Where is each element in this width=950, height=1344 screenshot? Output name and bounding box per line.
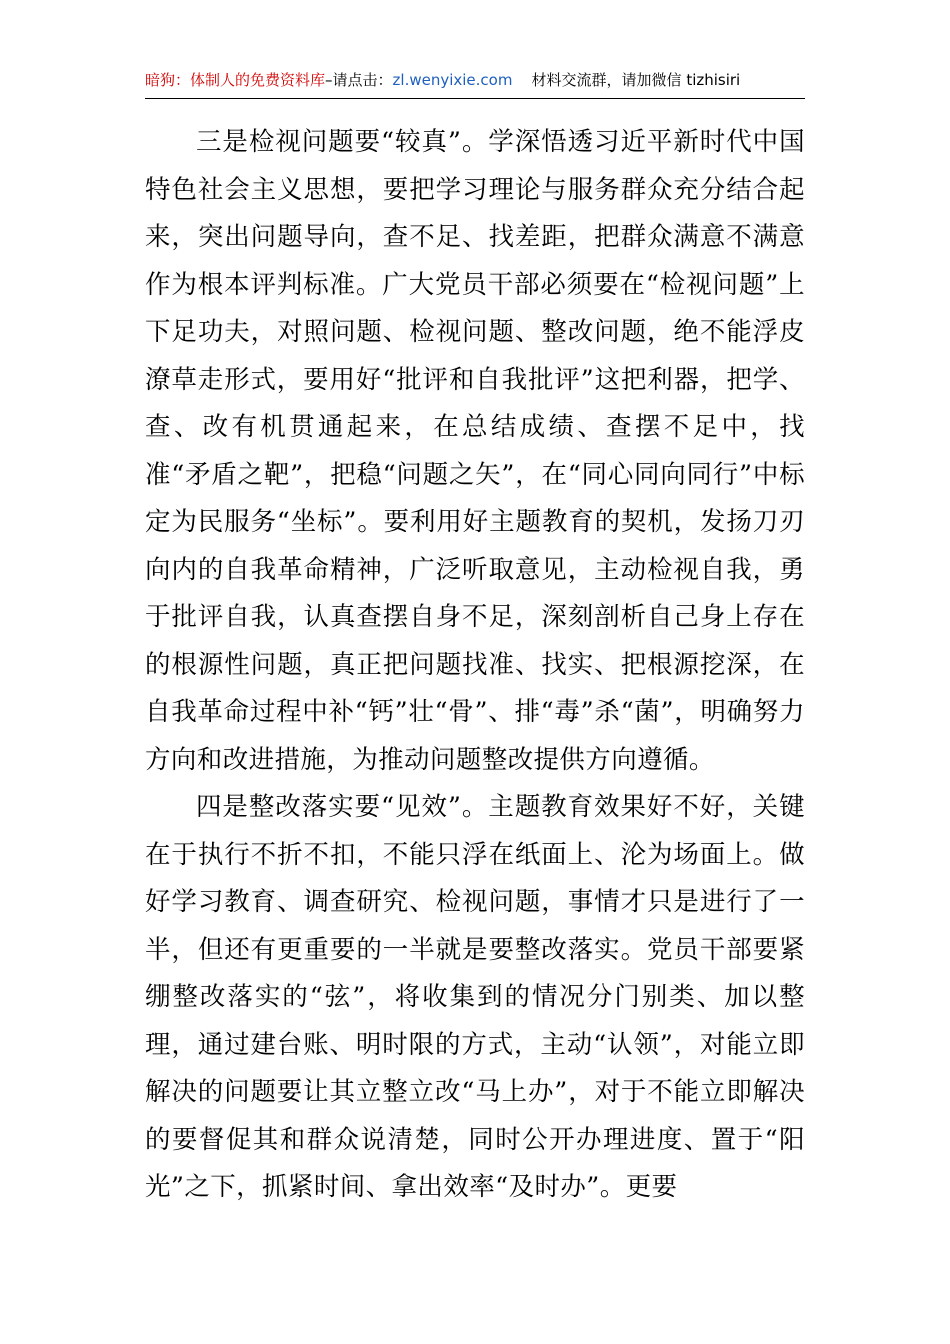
paragraph-four: 四是整改落实要“见效”。主题教育效果好不好，关键在于执行不折不扣，不能只浮在纸面上、沦为场面上。做好学习教育、调查研究、检视问题，事情才只是进行了一半，但还有更重要的一半就是要整改落实。党员干部要紧绷整改落实的“弦”，将收集到的情况分门别类、加以整理，通过建台账、明时限的方式，主动“认领”，对能立即解决的问题要让其立整立改“马上办”，对于不能立即解决的要督促其和群众说清楚，同时公开办理进度、置于“阳光”之下，抓紧时间、拿出效率“及时办”。更要: [145, 792, 805, 1202]
paragraph-three: 三是检视问题要“较真”。学深悟透习近平新时代中国特色社会主义思想，要把学习理论与服务群众充分结合起来，突出问题导向，查不足、找差距，把群众满意不满意作为根本评判标准。广大党员干部必须要在“检视问题”上下足功夫，对照问题、检视问题、整改问题，绝不能浮皮潦草走形式，要用好“批评和自我批评”这把利器，把学、查、改有机贯通起来，在总结成绩、查摆不足中，找准“矛盾之靶”，把稳“问题之矢”，在“同心同向同行”中标定为民服务“坐标”。要利用好主题教育的契机，发扬刀刃向内的自我革命精神，广泛听取意见，主动检视自我，勇于批评自我，认真查摆自身不足，深刻剖析自己身上存在的根源性问题，真正把问题找准、找实、把根源挖深，在自我革命过程中补“钙”壮“骨”、排“毒”杀“菌”，明确努力方向和改进措施，为推动问题整改提供方向遵循。: [145, 127, 805, 775]
header-spacer: [512, 71, 531, 89]
page-header: [145, 62, 805, 99]
header-contact: 材料交流群，请加微信 tizhisiri: [531, 71, 741, 89]
header-brand: 暗狗：体制人的免费资料库: [145, 71, 326, 89]
header-url-link[interactable]: zl.wenyixie.com: [392, 71, 513, 89]
header-click-prefix: –请点击：: [325, 71, 393, 89]
document-body: [145, 119, 805, 1212]
